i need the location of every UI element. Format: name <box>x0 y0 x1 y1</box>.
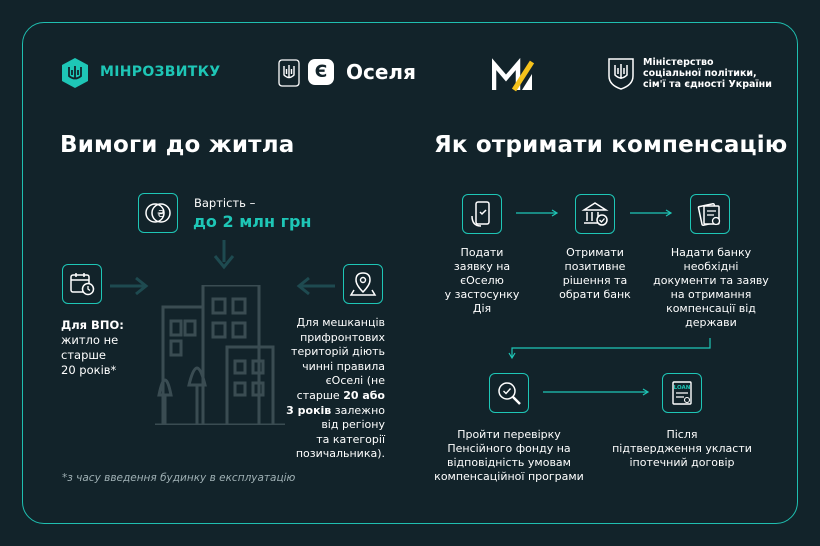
ministry-line: Міністерство <box>643 57 714 68</box>
svg-text:₴: ₴ <box>157 209 165 220</box>
step-line: компенсаційної програми <box>434 470 584 483</box>
step1-text <box>430 246 534 316</box>
step-line: єОселю <box>460 274 504 287</box>
step-line: Дія <box>472 302 492 315</box>
arrow-right-icon <box>630 208 674 218</box>
step-line: іпотечний договір <box>629 456 735 469</box>
frontline-text: старше <box>296 388 344 402</box>
frontline-line: єОселі (не <box>325 374 385 388</box>
bank-icon <box>581 200 609 228</box>
frontline-bold: 20 або <box>343 388 385 402</box>
vpo-requirement <box>61 318 141 378</box>
location-icon-box <box>343 264 383 304</box>
step5-icon-box <box>662 373 702 413</box>
magnifier-check-icon <box>495 379 523 407</box>
step-line: компенсації від <box>666 302 756 315</box>
step-line: у застосунку <box>444 288 520 301</box>
step-line: необхідні <box>683 260 739 273</box>
arrow-right-icon <box>516 208 560 218</box>
arrow-right-icon <box>543 387 653 397</box>
step-line: рішення та <box>562 274 628 287</box>
step1-icon-box <box>462 194 502 234</box>
frontline-line: чинні правила <box>302 359 385 373</box>
arrow-left-icon <box>295 274 335 298</box>
frontline-line: прифронтових <box>300 330 385 344</box>
frontline-bold: 3 років <box>286 403 332 417</box>
calendar-clock-icon <box>68 271 96 297</box>
arrow-down-icon <box>212 240 236 270</box>
ministry-name <box>643 57 772 90</box>
frontline-requirement <box>275 316 385 462</box>
step-line: Після <box>666 428 698 441</box>
frontline-line: позичальника). <box>295 447 385 461</box>
minrozvytku-text: МІНРОЗВИТКУ <box>100 64 221 80</box>
cost-icon-box <box>138 193 178 233</box>
step-line: Подати <box>460 246 504 259</box>
step-line: документи та заяву <box>653 274 769 287</box>
phone-hand-icon <box>469 200 495 228</box>
loan-document-icon <box>668 379 696 407</box>
cost-label: Вартість – <box>194 196 256 210</box>
step2-icon-box <box>575 194 615 234</box>
vpo-line: житло не <box>61 333 119 347</box>
buildings-illustration <box>155 285 285 425</box>
step4-icon-box <box>489 373 529 413</box>
frontline-text: залежно <box>331 403 385 417</box>
loan-label: LOAN <box>673 385 691 391</box>
step-line: обрати банк <box>559 288 631 301</box>
frontline-line: та категорії <box>316 432 385 446</box>
step-line: позитивне <box>564 260 626 273</box>
vpo-line: 20 років* <box>61 363 117 377</box>
trident-shield-icon <box>60 57 90 89</box>
step-line: Отримати <box>566 246 624 259</box>
oselia-badge: Є <box>308 59 334 85</box>
step-line: на отримання <box>670 288 752 301</box>
footnote: *з часу введення будинку в експлуатацію <box>62 472 296 484</box>
step2-text <box>545 246 645 302</box>
vpo-line: старше <box>61 348 106 362</box>
oselia-text: Оселя <box>346 60 416 84</box>
step-line: Пенсійного фонду на <box>447 442 571 455</box>
step3-icon-box <box>690 194 730 234</box>
ministry-line: сім'ї та єдності України <box>643 79 772 90</box>
step-line: відповідність умовам <box>447 456 571 469</box>
m-brand-logo <box>492 58 534 92</box>
trident-icon <box>278 59 300 87</box>
coins-icon <box>144 200 172 226</box>
vpo-bold-label: Для ВПО: <box>61 318 124 332</box>
step4-text <box>432 428 586 484</box>
calendar-icon-box <box>62 264 102 304</box>
step-line: держави <box>685 316 737 329</box>
step-line: Надати банку <box>670 246 752 259</box>
ministry-line: соціальної політики, <box>643 68 757 79</box>
step-line: підтвердження укласти <box>612 442 752 455</box>
step-line: заявку на <box>453 260 511 273</box>
housing-requirements-title: Вимоги до житла <box>60 132 295 158</box>
step5-text <box>612 428 752 470</box>
ministry-trident-icon <box>606 56 636 90</box>
frontline-line <box>275 404 385 419</box>
frontline-line <box>275 389 385 404</box>
frontline-line: територій діють <box>291 345 385 359</box>
step-line: Пройти перевірку <box>457 428 561 441</box>
frontline-line: від регіону <box>321 418 385 432</box>
documents-icon <box>696 200 724 228</box>
connector-arrow-icon <box>505 338 715 360</box>
map-pin-icon <box>349 270 377 298</box>
frontline-line: Для мешканців <box>296 316 385 329</box>
arrow-right-icon <box>110 274 150 298</box>
compensation-steps-title: Як отримати компенсацію <box>434 132 788 158</box>
cost-value: до 2 млн грн <box>193 212 312 231</box>
step3-text <box>650 246 772 330</box>
